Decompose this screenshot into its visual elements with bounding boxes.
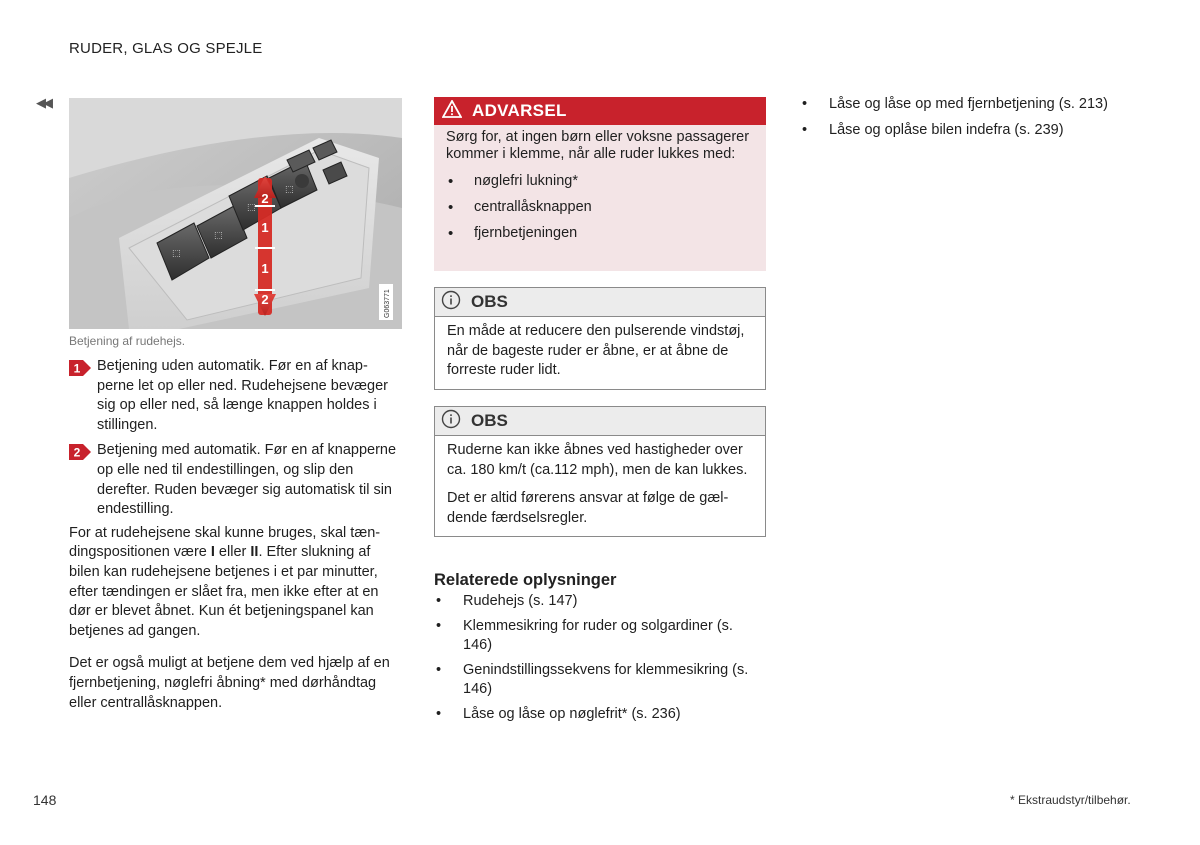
warning-title: ADVARSEL [472,101,567,120]
related-link[interactable]: • Rudehejs (s. 147) [434,592,764,612]
note-box [434,406,766,537]
page-header: RUDER, GLAS OG SPEJLE [69,40,263,57]
figure-marker: 2 [261,292,269,307]
list-item: • centrallåsknappen [446,199,754,216]
note-text: En måde at reducere den pulserende vindstøj, når de bageste ruder er åbne, er at åbne de forreste ruder lidt. [447,323,745,378]
step-number-icon [69,360,91,376]
list-item: • fjernbetjeningen [446,225,754,242]
related-info-title: Relaterede oplysninger [434,571,617,589]
related-link[interactable]: • Låse og låse op med fjernbetjening (s. 213) [800,95,1140,115]
footnote: * Ekstraudstyr/tilbehør. [1010,793,1131,807]
figure-marker: 1 [261,220,269,235]
info-icon [441,290,461,315]
step-item [69,441,399,519]
note-title: OBS [471,411,508,430]
info-icon [441,409,461,434]
page-number: 148 [33,792,57,808]
note-title: OBS [471,292,508,311]
related-info-list [434,592,764,729]
note-text: Ruderne kan ikke åbnes ved hastigheder over ca. 180 km/t (ca.112 mph), men de kan lukkes. [447,442,748,478]
step-text: Betjening uden automatik. Før en af knapperne let op eller ned. Rudehejsene bevæger sig op eller ned, så længe knappen holdes i stillingen. [97,358,389,433]
svg-text:⬚: ⬚ [214,231,223,241]
text-run: . Efter slukning af bilen kan rudehejsene betjenes i et par minutter, efter tændingen er slået fra, men ikke efter at en dør er blevet åbnet. Kun ét betjeningspanel kan betjenes ad gangen. [69,544,379,639]
text-run: eller [214,544,251,561]
svg-text:⬚: ⬚ [247,203,256,213]
previous-page-icon[interactable]: ◀◀ [36,95,50,110]
related-link[interactable]: • Genindstillingssekvens for klemmesikring (s. 146) [434,661,764,700]
related-link[interactable]: • Klemmesikring for ruder og solgardiner (s. 146) [434,617,764,656]
ignition-position-i: I [210,544,215,561]
related-link[interactable]: • Låse og oplåse bilen indefra (s. 239) [800,121,1140,141]
note-header [435,288,765,317]
step-number: 2 [73,445,81,460]
list-item: • nøglefri lukning* [446,173,754,190]
step-number-icon [69,444,91,460]
warning-box [434,97,766,271]
window-switch-figure [69,98,402,329]
related-info-list-continued [800,95,1140,146]
note-text: Det er altid førerens ansvar at følge de gældende færdselsregler. [447,490,729,526]
figure-marker: 1 [261,261,269,276]
svg-text:⬚: ⬚ [285,185,294,195]
body-paragraph: Det er også muligt at betjene dem ved hjælp af en fjernbetjening, nøglefri åbning* med dørhåndtag eller centrallåsknappen. [69,655,390,711]
warning-text: Sørg for, at ingen børn eller voksne passagerer kommer i klemme, når alle ruder lukkes med: [446,129,750,162]
text-run: For at rudehejsene skal kunne bruges, skal tændingspositionen være [69,524,381,561]
figure-marker: 2 [261,191,269,206]
svg-text:⬚: ⬚ [172,249,181,259]
step-number: 1 [73,361,81,376]
warning-triangle-icon [442,100,462,123]
main-text-column [69,357,399,726]
figure-caption: Betjening af rudehejs. [69,334,186,348]
ignition-position-ii: II [250,544,259,561]
note-box [434,287,766,390]
step-item [69,357,399,435]
figure-code: G063771 [384,289,391,318]
body-paragraph [69,524,399,642]
warning-list [446,173,754,242]
warning-header [434,97,766,125]
note-header [435,407,765,436]
step-text: Betjening med automatik. Før en af knapperne op elle ned til endestillingen, og slip den derefter. Ruden bevæger sig automatisk til sin endestilling. [97,442,397,518]
related-link[interactable]: • Låse og låse op nøglefrit* (s. 236) [434,705,764,725]
